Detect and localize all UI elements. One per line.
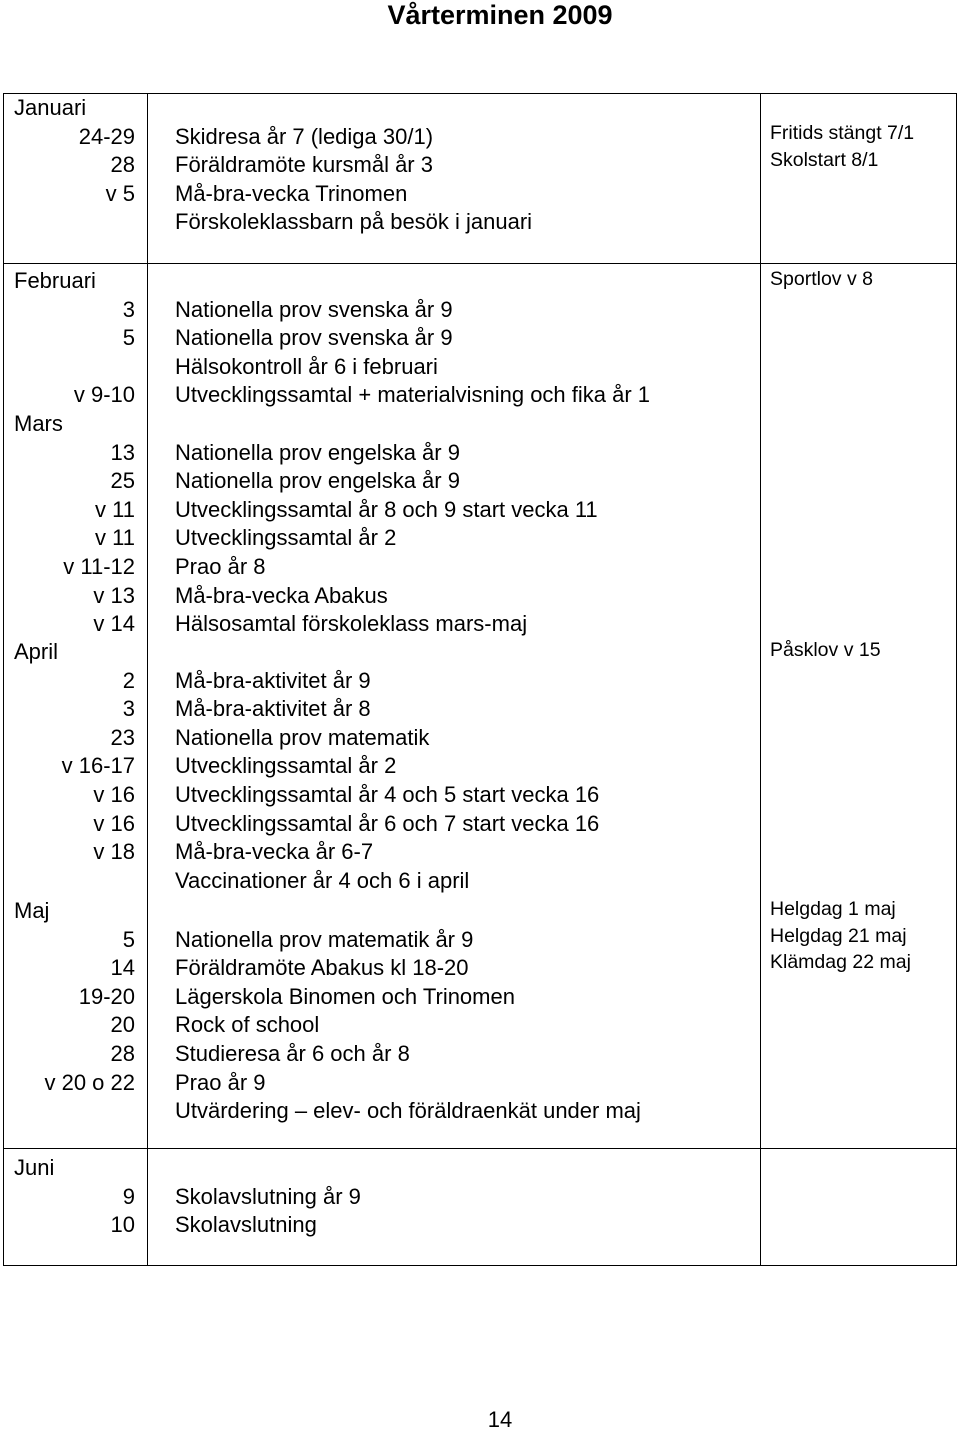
side-note: Skolstart 8/1 xyxy=(770,148,879,171)
event-date: 28 xyxy=(110,1041,135,1066)
column-divider-event-note xyxy=(760,93,761,1266)
event-date: 19-20 xyxy=(78,983,135,1009)
event-text: Skolavslutning xyxy=(175,1212,317,1238)
event-text: Nationella prov matematik år 9 xyxy=(175,926,474,952)
side-note: Fritids stängt 7/1 xyxy=(770,122,915,144)
event-date: v 18 xyxy=(93,839,135,865)
event-date: v 5 xyxy=(105,180,135,206)
event-date: 3 xyxy=(122,696,135,722)
event-text: Må-bra-aktivitet år 9 xyxy=(175,667,371,693)
event-text: Må-bra-aktivitet år 8 xyxy=(175,696,371,722)
event-text: Nationella prov engelska år 9 xyxy=(175,439,460,465)
event-text: Skidresa år 7 (lediga 30/1) xyxy=(175,123,434,149)
event-text: Skolavslutning år 9 xyxy=(175,1183,361,1209)
event-date: 24-29 xyxy=(78,123,135,149)
event-text: Förskoleklassbarn på besök i januari xyxy=(175,209,533,235)
row-divider-maj xyxy=(3,1148,957,1149)
side-note: Klämdag 22 maj xyxy=(770,951,911,973)
event-text: Rock of school xyxy=(175,1012,320,1038)
event-text: Må-bra-vecka år 6-7 xyxy=(175,839,374,865)
event-text: Nationella prov svenska år 9 xyxy=(175,296,453,322)
event-text: Må-bra-vecka Trinomen xyxy=(175,180,408,206)
month-label-mars: Mars xyxy=(14,411,63,436)
event-date: 5 xyxy=(122,926,135,952)
month-label-februari: Februari xyxy=(14,268,96,293)
event-text: Nationella prov engelska år 9 xyxy=(175,468,460,494)
event-text: Utvecklingssamtal år 2 xyxy=(175,753,397,779)
column-divider-date-event xyxy=(147,93,148,1266)
event-date: 9 xyxy=(122,1183,135,1209)
event-text: Utvecklingssamtal år 8 och 9 start vecka 11 xyxy=(175,496,598,522)
event-date: v 11-12 xyxy=(63,554,135,579)
row-divider-januari xyxy=(3,263,957,264)
side-note: Helgdag 21 maj xyxy=(770,924,907,947)
event-text: Vaccinationer år 4 och 6 i april xyxy=(175,867,470,893)
event-date: 3 xyxy=(122,296,135,322)
side-note: Helgdag 1 maj xyxy=(770,898,896,920)
event-date: 28 xyxy=(110,152,135,178)
event-date: 25 xyxy=(110,468,135,494)
event-text: Hälsokontroll år 6 i februari xyxy=(175,353,438,379)
event-date: 2 xyxy=(122,667,135,693)
event-date: 14 xyxy=(110,955,135,981)
event-text: Hälsosamtal förskoleklass mars-maj xyxy=(175,611,528,637)
event-text: Föräldramöte kursmål år 3 xyxy=(175,152,433,178)
event-date: 23 xyxy=(110,724,135,750)
month-label-juni: Juni xyxy=(14,1155,55,1180)
event-date: v 16 xyxy=(93,810,135,836)
event-date: 5 xyxy=(122,325,135,351)
page-title: Vårterminen 2009 xyxy=(387,0,613,30)
event-text: Föräldramöte Abakus kl 18-20 xyxy=(175,955,469,981)
event-text: Utvecklingssamtal år 4 och 5 start vecka 16 xyxy=(175,782,600,807)
event-date: v 20 o 22 xyxy=(44,1069,135,1095)
event-text: Utvecklingssamtal + materialvisning och fika år 1 xyxy=(175,382,651,408)
event-date: v 16-17 xyxy=(61,753,135,779)
event-text: Lägerskola Binomen och Trinomen xyxy=(175,983,515,1009)
event-date: v 11 xyxy=(95,525,135,551)
event-date: v 11 xyxy=(95,496,135,522)
event-text: Utvecklingssamtal år 6 och 7 start vecka 16 xyxy=(175,810,600,836)
month-label-maj: Maj xyxy=(14,898,50,923)
event-date: 13 xyxy=(110,439,135,465)
month-label-januari: Januari xyxy=(14,95,87,120)
event-text: Nationella prov matematik xyxy=(175,724,430,750)
event-text: Nationella prov svenska år 9 xyxy=(175,325,453,351)
event-date: v 9-10 xyxy=(73,382,135,408)
event-date: v 14 xyxy=(93,611,135,637)
page-number: 14 xyxy=(487,1407,513,1432)
event-text: Prao år 8 xyxy=(175,554,266,579)
event-date: v 13 xyxy=(93,582,135,608)
event-text: Utvärdering – elev- och föräldraenkät under maj xyxy=(175,1098,641,1124)
event-text: Må-bra-vecka Abakus xyxy=(175,582,388,608)
event-text: Prao år 9 xyxy=(175,1069,266,1095)
month-label-april: April xyxy=(14,639,59,664)
event-text: Studieresa år 6 och år 8 xyxy=(175,1041,410,1066)
event-date: v 16 xyxy=(93,782,135,807)
side-note: Sportlov v 8 xyxy=(770,268,873,290)
event-date: 10 xyxy=(110,1212,135,1238)
event-date: 20 xyxy=(110,1012,135,1038)
side-note: Påsklov v 15 xyxy=(770,639,881,661)
event-text: Utvecklingssamtal år 2 xyxy=(175,525,397,551)
